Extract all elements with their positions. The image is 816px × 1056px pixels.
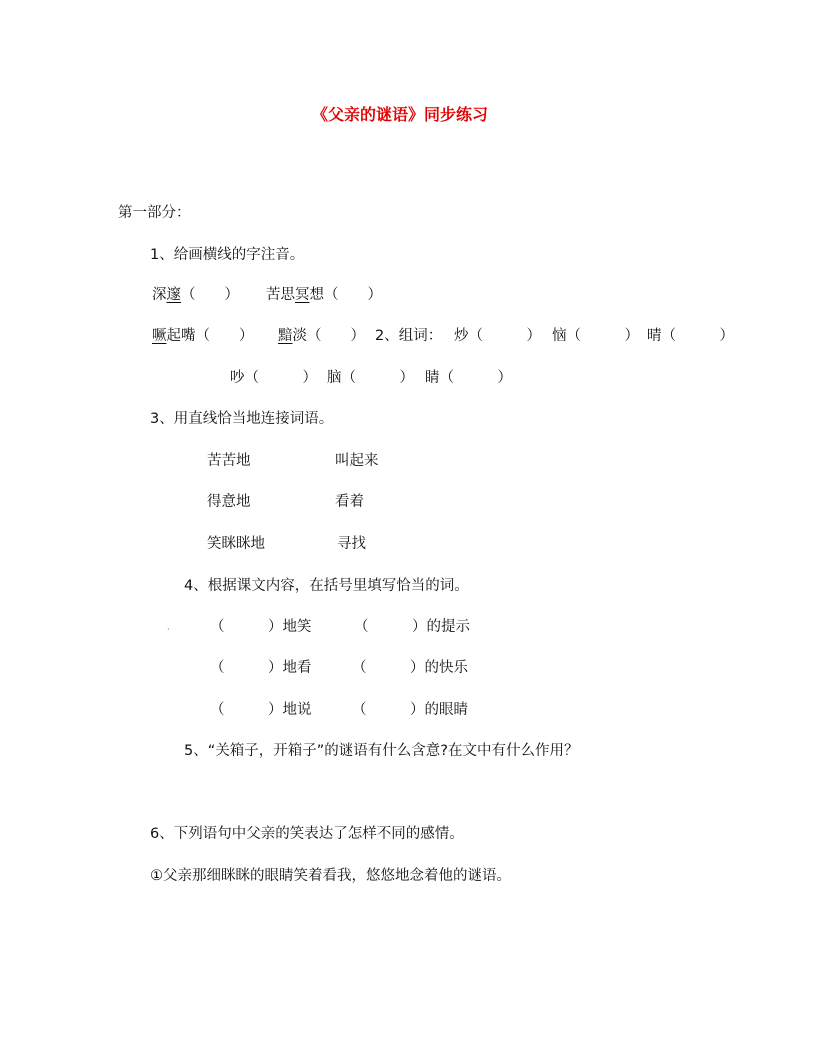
part-heading: 第一部分：	[118, 205, 191, 221]
q1-item-1	[152, 285, 239, 305]
q4-left-3: （ ）地说	[210, 702, 312, 718]
q2-row1-item-2: 恼（ ）	[552, 328, 639, 344]
q4-left-2: （ ）地看	[210, 660, 312, 676]
q1-item-4-underlined: 黯	[278, 328, 293, 344]
q2-row2-item-1: 吵（ ）	[230, 370, 317, 386]
q1-item-2-post: 想（ ）	[309, 287, 382, 303]
q4-right-3: （ ）的眼睛	[352, 702, 468, 718]
q4-right-1: （ ）的提示	[354, 619, 470, 635]
q1-item-1-post: （ ）	[181, 287, 239, 303]
q2-row2-item-2: 脑（ ）	[327, 370, 414, 386]
q3-left-3: 笑眯眯地	[207, 536, 265, 552]
q3-right-3: 寻找	[337, 536, 366, 552]
question-3-heading: 3、用直线恰当地连接词语。	[150, 411, 334, 427]
question-2-heading: 2、组词：	[375, 328, 443, 344]
q3-right-2: 看着	[335, 494, 364, 510]
q1-item-1-pre: 深	[152, 287, 167, 303]
q1-item-1-underlined: 邃	[166, 287, 181, 303]
q3-left-2: 得意地	[207, 494, 251, 510]
q1-item-2-pre: 苦思	[266, 287, 295, 303]
question-1-heading: 1、给画横线的字注音。	[150, 247, 305, 263]
q1-item-3-post: 起嘴（ ）	[166, 328, 254, 344]
stray-mark: ·	[167, 625, 170, 634]
question-5-heading: 5、“关箱子，开箱子”的谜语有什么含意?在文中有什么作用？	[184, 743, 579, 759]
q1-item-3	[152, 326, 254, 346]
question-4-heading: 4、根据课文内容，在括号里填写恰当的词。	[184, 578, 469, 594]
q6-item-1: ①父亲那细眯眯的眼睛笑着看我，悠悠地念着他的谜语。	[150, 868, 511, 884]
q1-item-2	[266, 285, 382, 305]
q4-right-2: （ ）的快乐	[352, 660, 468, 676]
question-6-heading: 6、下列语句中父亲的笑表达了怎样不同的感情。	[150, 826, 464, 842]
page-title: 《父亲的谜语》同步练习	[312, 105, 489, 124]
q1-item-4	[278, 326, 365, 346]
q3-left-1: 苦苦地	[207, 453, 251, 469]
q2-row1-item-3: 晴（ ）	[647, 328, 734, 344]
q2-row2-item-3: 睛（ ）	[425, 370, 512, 386]
q2-row1-item-1: 炒（ ）	[454, 328, 541, 344]
q1-item-2-underlined: 冥	[295, 287, 310, 303]
q4-left-1: （ ）地笑	[210, 619, 312, 635]
q1-item-4-post: 淡（ ）	[292, 328, 365, 344]
q1-item-3-underlined: 噘	[152, 328, 167, 344]
q3-right-1: 叫起来	[335, 453, 379, 469]
